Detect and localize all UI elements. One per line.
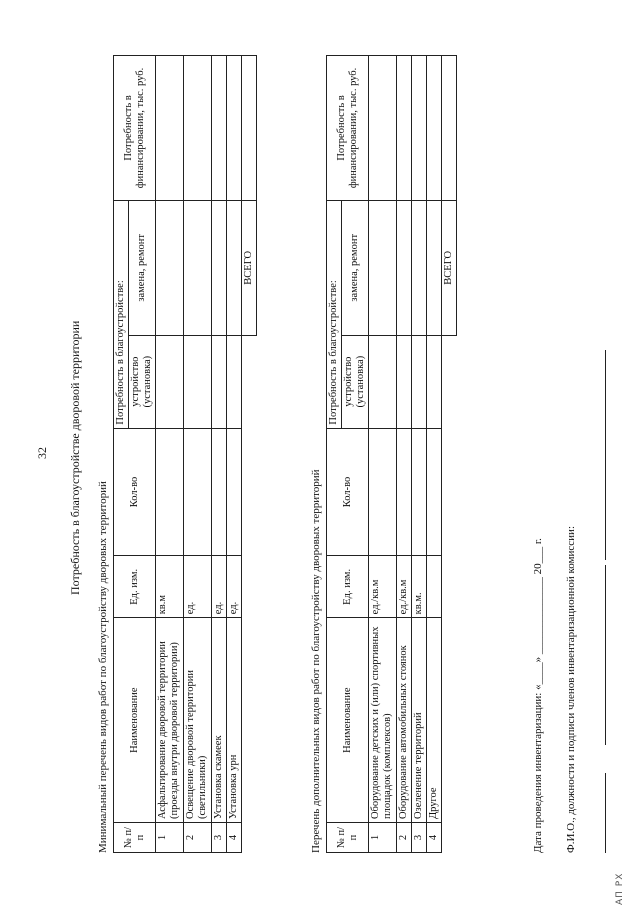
row-num: 1: [369, 823, 397, 853]
signature-underline: [605, 565, 606, 745]
col-header-unit: Ед. изм.: [114, 556, 156, 618]
col-header-need: Потребность в благоустройстве:: [327, 200, 342, 428]
row-name: Установка скамеек: [212, 618, 227, 823]
row-unit: ед.: [184, 556, 212, 618]
corner-stamp-text: АП РХ: [615, 872, 625, 905]
commission-signature-line: Ф.И.О., должности и подписи членов инвентаризационной комиссии:: [565, 526, 577, 853]
table-row: [369, 56, 397, 853]
col-header-finance: Потребность в финансировании, тыс. руб.: [327, 56, 369, 201]
row-name: Озеленение территорий: [412, 618, 427, 823]
signature-underline: [605, 350, 606, 560]
col-header-num: № п/п: [327, 823, 369, 853]
row-name: Оборудование автомобильных стоянок: [397, 618, 412, 823]
col-header-install: устройство (установка): [342, 335, 369, 428]
row-name: Асфальтирование дворовой территории (проезды внутри дворовой территории): [156, 618, 184, 823]
table1-caption: Минимальный перечень видов работ по благоустройству дворовых территорий: [97, 481, 109, 853]
total-label: ВСЕГО: [242, 200, 257, 335]
row-num: 2: [184, 823, 212, 853]
document-heading: Потребность в благоустройстве дворовой территории: [68, 320, 82, 595]
table-row: [227, 56, 242, 853]
row-unit: кв.м: [156, 556, 184, 618]
col-header-qty: Кол-во: [114, 428, 156, 556]
table1-minimal-works: [113, 55, 257, 853]
col-header-replace: замена, ремонт: [129, 200, 156, 335]
row-name: Освещение дворовой территории (светильники): [184, 618, 212, 823]
row-num: 3: [412, 823, 427, 853]
row-num: 4: [427, 823, 442, 853]
col-header-num: № п/п: [114, 823, 156, 853]
row-name: Другое: [427, 618, 442, 823]
col-header-install: устройство (установка): [129, 335, 156, 428]
table-total-row: [442, 56, 457, 853]
row-unit: ед.: [212, 556, 227, 618]
col-header-qty: Кол-во: [327, 428, 369, 556]
row-unit: ед./кв.м: [397, 556, 412, 618]
table-row: [184, 56, 212, 853]
col-header-finance: Потребность в финансировании, тыс. руб.: [114, 56, 156, 201]
row-num: 2: [397, 823, 412, 853]
row-num: 3: [212, 823, 227, 853]
col-header-replace: замена, ремонт: [342, 200, 369, 335]
col-header-name: Наименование: [327, 618, 369, 823]
total-label: ВСЕГО: [442, 200, 457, 335]
table-row: [212, 56, 227, 853]
row-num: 1: [156, 823, 184, 853]
table2-caption: Перечень дополнительных видов работ по благоустройству дворовых территорий: [310, 469, 322, 853]
signature-underline: [605, 773, 606, 853]
row-name: Установка урн: [227, 618, 242, 823]
row-unit: ед.: [227, 556, 242, 618]
table-total-row: [242, 56, 257, 853]
table2-additional-works: [326, 55, 457, 853]
col-header-need: Потребность в благоустройстве:: [114, 200, 129, 428]
row-unit: ед./кв.м: [369, 556, 397, 618]
row-num: 4: [227, 823, 242, 853]
col-header-unit: Ед. изм.: [327, 556, 369, 618]
inventory-date-line: Дата проведения инвентаризации: «____» ______________ 20___ г.: [532, 538, 544, 853]
table-row: [397, 56, 412, 853]
row-unit: кв.м.: [412, 556, 427, 618]
row-unit: [427, 556, 442, 618]
table-row: [412, 56, 427, 853]
table-row: [427, 56, 442, 853]
table-row: [156, 56, 184, 853]
page-number: 32: [35, 447, 49, 459]
col-header-name: Наименование: [114, 618, 156, 823]
row-name: Оборудование детских и (или) спортивных площадок (комплексов): [369, 618, 397, 823]
